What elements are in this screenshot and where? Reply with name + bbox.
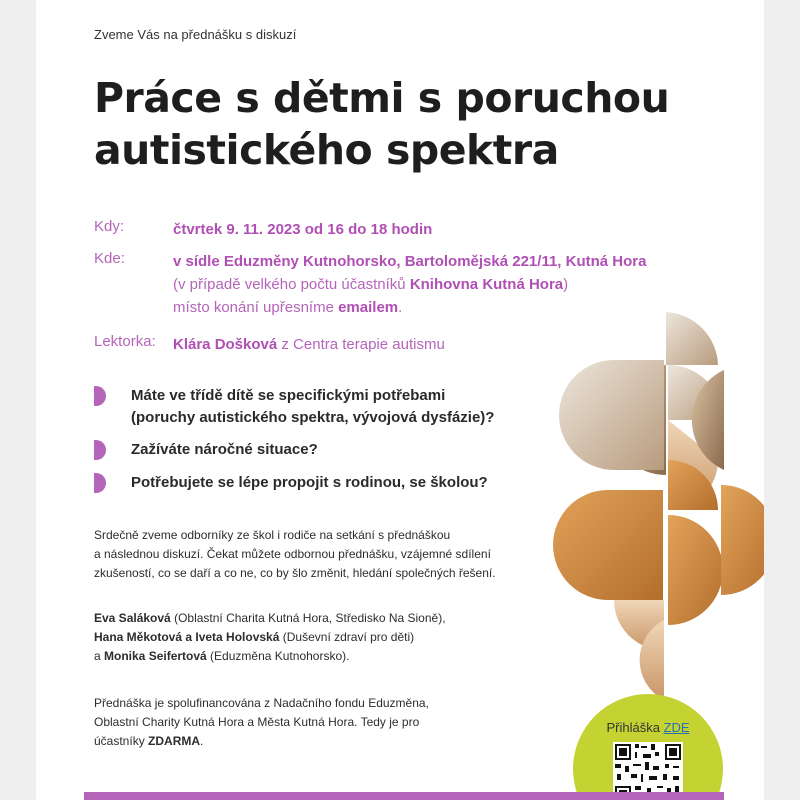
bullet-marker <box>94 386 106 406</box>
intro-text: Zveme Vás na přednášku s diskuzí <box>94 27 297 42</box>
signup-link[interactable]: ZDE <box>663 720 690 735</box>
when-value: čtvrtek 9. 11. 2023 od 16 do 18 hodin <box>173 221 433 238</box>
collage-piece <box>666 312 718 365</box>
signup-text: Přihláška ZDE <box>606 720 690 735</box>
speakers-list: Eva Saláková (Oblastní Charita Kutná Hora, Středisko Na Sioně), Hana Měkotová a Iveta Holovská (Duševní zdraví pro děti) a Monika Seifertová (Eduzměna Kutnohorsko). <box>94 611 446 663</box>
title-line-1: Práce s dětmi s poruchou <box>94 74 670 122</box>
where-value <box>173 250 646 319</box>
title-line-2: autistického spektra <box>94 126 559 174</box>
where-label: Kde: <box>94 250 125 267</box>
where-line-2: (v případě velkého počtu účastníků Knihovna Kutná Hora) <box>173 276 569 293</box>
when-label: Kdy: <box>94 218 125 235</box>
funding-note: Přednáška je spolufinancována z Nadačního fondu Eduzměna, Oblastní Charity Kutná Hora a Města Kutná Hora. Tedy je pro účastníky ZDARMA. <box>94 696 429 748</box>
footer-accent-bar <box>84 792 724 800</box>
collage-piece <box>553 490 663 600</box>
where-line-3: místo konání upřesníme emailem. <box>173 299 403 316</box>
photo-collage <box>546 310 764 710</box>
collage-piece <box>668 515 723 625</box>
invitation-paragraph: Srdečně zveme odborníky ze škol i rodiče na setkání s přednáškou a následnou diskuzí. Čekat můžete odbornou přednášku, vzájemné sdílení zkušeností, co se daří a co ne, co by šlo změnit, hledání společných řešení. <box>94 528 496 580</box>
flyer-page: Zveme Vás na přednášku s diskuzí Práce s dětmi s poruchou autistického spektra Kdy: čtvrtek 9. 11. 2023 od 16 do 18 hodin Kde: v sídle Eduzměny Kutnohorsko, Bartolomějská 221/11, Kutná Hora (v případě velkého počtu účastníků Knihovna Kutná Hora) místo konání upřesníme emailem. Lektorka: Klára Došková z Centra terapie autismu Máte ve třídě dítě se specifickými potřebami (poruchy autistického spektra, vývojová dysfázie)? Zažíváte náročné situace? Potřebujete se lépe propojit s rodinou, se školou? Srdečně zveme odborníky ze škol i rodiče na setkání s přednáškou a následnou diskuzí. Čekat můžete odbornou přednášku, vzájemné sdílení zkušeností, co se daří a co ne, co by šlo změnit, hledání společných řešení. Eva Saláková (Oblastní Charita Kutná Hora, Středisko Na Sioně), Hana Měkotová a Iveta Holovská (Duševní zdraví pro děti) a Monika Seifertová (Eduzměna Kutnohorsko). Přednáška je spolufinancována z Nadačního fondu Eduzměna, Oblastní Charity Kutná Hora a Města Kutná Hora. Tedy je pro účastníky ZDARMA. Přihláška ZDE <box>36 0 764 800</box>
page-title <box>94 72 734 176</box>
lecturer-label: Lektorka: <box>94 333 156 350</box>
collage-piece <box>559 360 664 470</box>
bullet-marker <box>94 440 106 460</box>
lecturer-value: Klára Došková z Centra terapie autismu <box>173 336 445 353</box>
bullet-marker <box>94 473 106 493</box>
where-line-1: v sídle Eduzměny Kutnohorsko, Bartolomějská 221/11, Kutná Hora <box>173 253 647 270</box>
collage-piece <box>721 485 764 595</box>
